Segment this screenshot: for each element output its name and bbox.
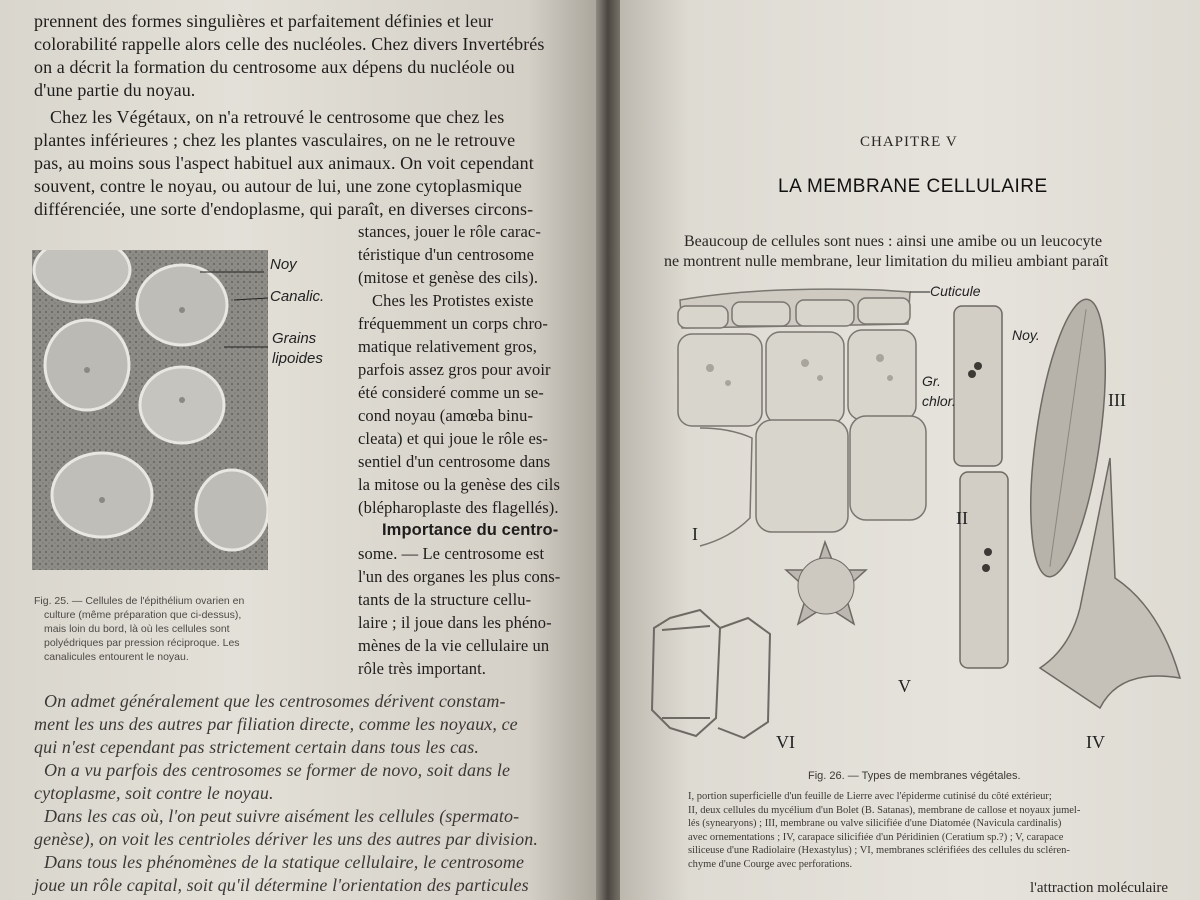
text-line: on a décrit la formation du centrosome aux dépens du nucléole ou bbox=[34, 57, 515, 77]
fig25-label-noy: Noy bbox=[270, 256, 297, 273]
text-line: tants de la structure cellu- bbox=[358, 590, 532, 609]
fig26-sclerenchyma bbox=[652, 610, 770, 738]
label-cuticule: Cuticule bbox=[930, 283, 981, 299]
fig26-title: Fig. 26. — Types de membranes végétales. bbox=[808, 770, 1021, 782]
text-line: Beaucoup de cellules sont nues : ainsi une amibe ou un leucocyte bbox=[684, 233, 1103, 250]
text-line: Dans tous les phénomènes de la statique cellulaire, le centrosome bbox=[44, 852, 525, 872]
text-line: ne montrent nulle membrane, leur limitation du milieu ambiant paraît bbox=[664, 253, 1109, 270]
left-paragraph-1 bbox=[34, 10, 545, 102]
label-chlor: chlor. bbox=[922, 393, 956, 409]
caption-line: canalicules entourent le noyau. bbox=[44, 651, 189, 663]
left-paragraph-3 bbox=[34, 690, 538, 897]
text-line: matique relativement gros, bbox=[358, 337, 537, 356]
fig26-mycelium-cells bbox=[954, 306, 1008, 668]
fig26-ivy-cells bbox=[678, 289, 926, 546]
text-line: On admet généralement que les centrosomes dérivent constam- bbox=[44, 691, 506, 711]
label-III: III bbox=[1108, 390, 1126, 410]
text-line: différenciée, une sorte d'endoplasme, qui paraît, en diverses circons- bbox=[34, 199, 534, 219]
caption-line: chyme d'une Courge avec perforations. bbox=[688, 858, 853, 870]
fig26-drawing bbox=[640, 278, 1200, 758]
text-line: été consideré comme un se- bbox=[358, 383, 544, 402]
left-column-text bbox=[358, 220, 560, 680]
fig26-caption bbox=[688, 790, 1188, 871]
text-line: some. — Le centrosome est bbox=[358, 544, 545, 563]
text-line: souvent, contre le noyau, ou autour de lui, une zone cytoplasmique bbox=[34, 176, 522, 196]
caption-line: mais loin du bord, là où les cellules sont bbox=[44, 623, 230, 635]
label-V: V bbox=[898, 676, 911, 696]
text-line: cleata) et qui joue le rôle es- bbox=[358, 429, 549, 448]
text-line: plantes inférieures ; chez les plantes vasculaires, on ne le retrouve bbox=[34, 130, 516, 150]
right-page bbox=[620, 0, 1200, 900]
text-line: qui n'est cependant pas strictement certain dans tous les cas. bbox=[34, 737, 479, 757]
chapter-number: CHAPITRE V bbox=[860, 134, 958, 150]
caption-line: avec ornementations ; IV, carapace silicifiée d'un Péridinien (Ceratium sp.?) ; V, carapace bbox=[688, 831, 1064, 843]
caption-line: II, deux cellules du mycélium d'un Bolet (B. Satanas), membrane de callose et noyaux jumel- bbox=[688, 804, 1081, 816]
fig25-micrograph bbox=[32, 250, 268, 570]
text-line: (blépharoplaste des flagellés). bbox=[358, 498, 559, 517]
fig25-caption bbox=[34, 594, 334, 664]
label-IV: IV bbox=[1086, 732, 1105, 752]
text-line: téristique d'un centrosome bbox=[358, 245, 535, 264]
text-line: prennent des formes singulières et parfaitement définies et leur bbox=[34, 11, 494, 31]
left-paragraph-2 bbox=[34, 106, 534, 221]
text-line: mènes de la vie cellulaire un bbox=[358, 636, 550, 655]
label-VI: VI bbox=[776, 732, 795, 752]
caption-line: siliceuse d'une Radiolaire (Hexastylus) ; VI, membranes sclérifiées des cellules du scléren- bbox=[688, 845, 1070, 856]
label-II: II bbox=[956, 508, 968, 528]
label-noy: Noy. bbox=[1012, 327, 1040, 343]
text-line: stances, jouer le rôle carac- bbox=[358, 222, 541, 241]
section-heading: Importance du centro- bbox=[382, 521, 559, 539]
text-line: d'une partie du noyau. bbox=[34, 80, 196, 100]
text-line: cond noyau (amœba binu- bbox=[358, 406, 534, 425]
text-line: (mitose et genèse des cils). bbox=[358, 268, 539, 287]
text-line: la mitose ou la genèse des cils bbox=[358, 475, 560, 494]
text-line: ment les uns des autres par filiation directe, comme les noyaux, ce bbox=[34, 714, 518, 734]
text-line: Ches les Protistes existe bbox=[372, 291, 534, 310]
caption-line: culture (même préparation que ci-dessus), bbox=[44, 609, 242, 621]
caption-line: lés (synearyons) ; III, membrane ou valve silicifiée d'une Diatomée (Navicula cardinalis) bbox=[688, 818, 1062, 829]
text-line: On a vu parfois des centrosomes se former de novo, soit dans le bbox=[44, 760, 511, 780]
label-I: I bbox=[692, 524, 698, 544]
text-line: joue un rôle capital, soit qu'il détermine l'orientation des particules bbox=[34, 875, 529, 895]
text-line: Chez les Végétaux, on n'a retrouvé le centrosome que chez les bbox=[50, 107, 505, 127]
fig25-label-lipoides: lipoides bbox=[272, 350, 323, 367]
text-line: fréquemment un corps chro- bbox=[358, 314, 548, 333]
label-gr: Gr. bbox=[922, 373, 941, 389]
text-line: rôle très important. bbox=[358, 659, 487, 678]
text-line: pas, au moins sous l'aspect habituel aux animaux. On voit cependant bbox=[34, 153, 534, 173]
right-page-footer-text: l'attraction moléculaire bbox=[1030, 880, 1169, 896]
fig25-label-canalic: Canalic. bbox=[270, 288, 325, 305]
caption-line: I, portion superficielle d'un feuille de Lierre avec l'épiderme cutinisé du côté extérieur; bbox=[688, 791, 1052, 802]
text-line: sentiel d'un centrosome dans bbox=[358, 452, 551, 471]
text-line: Dans les cas où, l'on peut suivre aisément les cellules (spermato- bbox=[44, 806, 520, 826]
chapter-title: LA MEMBRANE CELLULAIRE bbox=[778, 176, 1048, 197]
text-line: parfois assez gros pour avoir bbox=[358, 360, 551, 379]
fig25-label-grains: Grains bbox=[272, 330, 317, 347]
text-line: cytoplasme, soit contre le noyau. bbox=[34, 783, 274, 803]
caption-line: polyédriques par pression réciproque. Les bbox=[44, 637, 240, 649]
text-line: colorabilité rappelle alors celle des nucléoles. Chez divers Invertébrés bbox=[34, 34, 545, 54]
text-line: genèse), on voit les centrioles dériver les uns des autres par division. bbox=[34, 829, 538, 849]
text-line: laire ; il joue dans les phéno- bbox=[358, 613, 552, 632]
right-intro-text bbox=[664, 232, 1109, 272]
text-line: l'un des organes les plus cons- bbox=[358, 567, 561, 586]
caption-line: Fig. 25. — Cellules de l'épithélium ovarien en bbox=[34, 595, 245, 607]
book-gutter bbox=[596, 0, 622, 900]
